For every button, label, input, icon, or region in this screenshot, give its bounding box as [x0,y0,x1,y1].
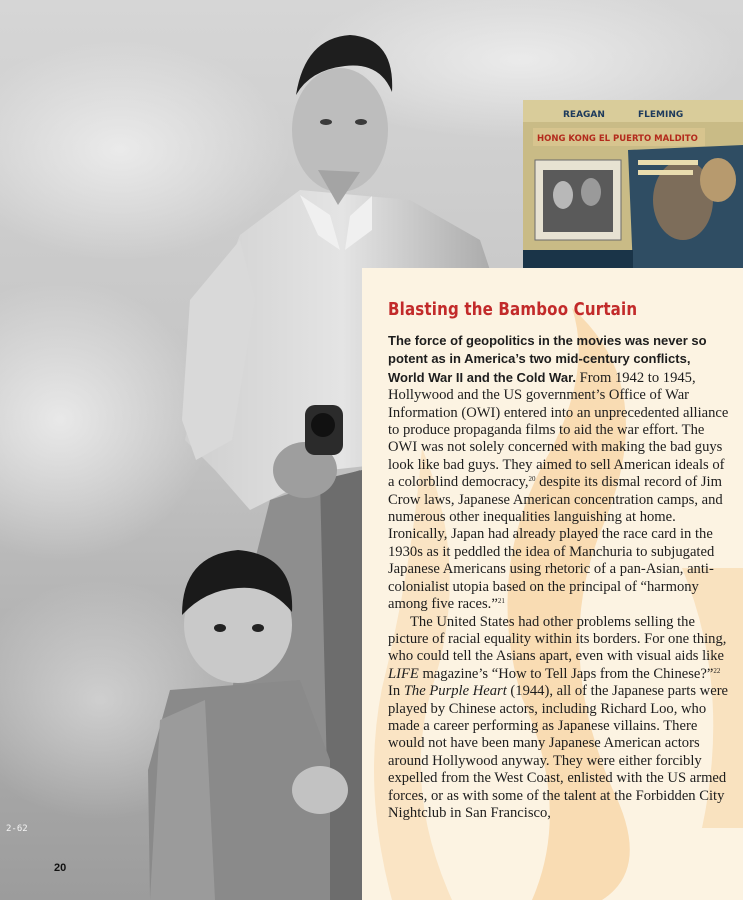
movie-poster-image [523,100,743,270]
footnote-20: 20 [528,475,536,484]
footnote-22: 22 [713,666,721,675]
poster-actor-right: FLEMING [638,110,684,120]
page-number: 20 [54,862,67,874]
poster-actor-left: REAGAN [563,110,605,120]
poster-title: HONG KONG EL PUERTO MALDITO [537,134,698,144]
photo-negative-mark: 2-62 [6,824,28,834]
life-magazine: LIFE [388,665,419,682]
article-body [388,300,730,822]
footnote-21: 21 [497,597,505,606]
lead-sentence: The force of geopolitics in the movies was never so potent as in America’s two mid-century conflicts, World War II and the Cold War. [388,333,707,385]
film-title: The Purple Heart [403,683,507,700]
article-paragraph-1: The force of geopolitics in the movies was never so potent as in America’s two mid-century conflicts, World War II and the Cold War. From 1942 to 1945, Hollywood and the US government’s Office of War Information (OWI) entered into an unprecedented alliance to produce propaganda films to aid the war effort. The OWI was not solely concerned with making the bad guys look like bad guys. They aimed to sell American ideals of a colorblind democracy,$^{20}$ despite its dismal record of Jim Crow laws, Japanese American concentration camps, and numerous other inequalities languishing at home. Ironically, Japan had already played the race card in the 1930s as it peddled the idea of Manchuria to subjugated Japanese Americans using rhetoric of a pan-Asian, anti-colonialist utopia based on the principal of “harmony among five races.”$^{21}$ [388,333,729,613]
article-paragraph-2: The United States had other problems selling the picture of racial equality within its borders. For one thing, who could tell the Asians apart, even with visual aids like LIFE magazine’s “How to Tell Japs from the Chinese?”$^{22}$ In The Purple Heart (1944), all of the Japanese parts were played by Chinese actors, including Richard Loo, who made a career performing as Japanese villains. There would not have been many Japanese American actors around Hollywood anyway. They were either forcibly expelled from the West Coast, enlisted with the US armed forces, or as with some of the talent at the Forbidden City Nightclub in San Francisco, [388,613,729,821]
article-title: Blasting the Bamboo Curtain [388,300,638,320]
article-panel [362,268,743,900]
